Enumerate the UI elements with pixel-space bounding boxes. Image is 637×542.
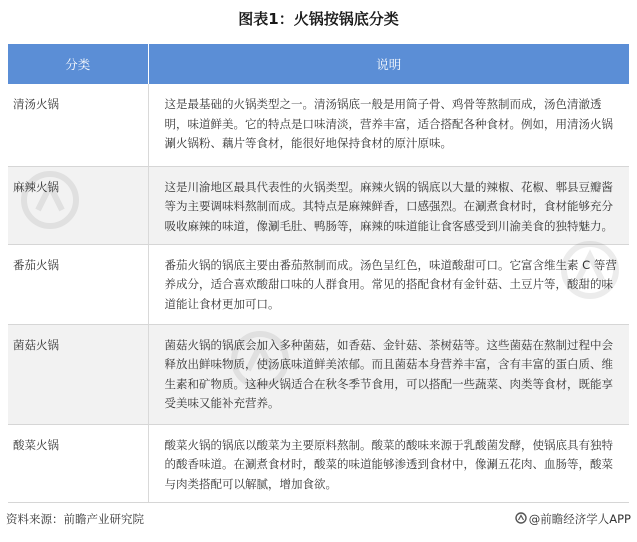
category-cell: 菌菇火锅	[8, 324, 148, 424]
category-cell: 酸菜火锅	[8, 424, 148, 502]
table-row	[8, 84, 629, 166]
qianzhan-logo-icon	[515, 512, 527, 524]
brand-credit-label: @前瞻经济学人APP	[528, 512, 631, 526]
category-cell: 番茄火锅	[8, 244, 148, 324]
table-row	[8, 244, 629, 324]
header-description: 说明	[148, 44, 629, 84]
source-note: 资料来源：前瞻产业研究院	[6, 512, 144, 526]
table-row	[8, 424, 629, 502]
table-row	[8, 166, 629, 244]
description-cell: 这是最基础的火锅类型之一。清汤锅底一般是用筒子骨、鸡骨等熬制而成，汤色清澈透明，味道鲜美。它的特点是口味清淡，营养丰富，适合搭配各种食材。例如，用清汤火锅涮火锅粉、藕片等食材，能很好地保持食材的原汁原味。	[148, 84, 629, 166]
hotpot-category-table	[8, 44, 629, 503]
table-row	[8, 324, 629, 424]
category-cell: 麻辣火锅	[8, 166, 148, 244]
description-cell: 番茄火锅的锅底主要由番茄熬制而成。汤色呈红色，味道酸甜可口。它富含维生素 C 等营养成分，适合喜欢酸甜口味的人群食用。常见的搭配食材有金针菇、土豆片等，酸甜的味道能让食材更加可口。	[148, 244, 629, 324]
table-header-row	[8, 44, 629, 84]
description-cell: 这是川渝地区最具代表性的火锅类型。麻辣火锅的锅底以大量的辣椒、花椒、郫县豆瓣酱等为主要调味料熬制而成。其特点是麻辣鲜香，口感强烈。在涮煮食材时，食材能够充分吸收麻辣的味道，像涮毛肚、鸭肠等，麻辣的味道能让食客感受到川渝美食的独特魅力。	[148, 166, 629, 244]
brand-credit	[515, 509, 631, 529]
description-cell: 菌菇火锅的锅底会加入多种菌菇，如香菇、金针菇、茶树菇等。这些菌菇在熬制过程中会释放出鲜味物质，使汤底味道鲜美浓郁。而且菌菇本身营养丰富，含有丰富的蛋白质、维生素和矿物质。这种火锅适合在秋冬季节食用，可以搭配一些蔬菜、肉类等食材，既能享受美味又能补充营养。	[148, 324, 629, 424]
category-cell: 清汤火锅	[8, 84, 148, 166]
header-category: 分类	[8, 44, 148, 84]
description-cell: 酸菜火锅的锅底以酸菜为主要原料熬制。酸菜的酸味来源于乳酸菌发酵，使锅底具有独特的酸香味道。在涮煮食材时，酸菜的味道能够渗透到食材中，像涮五花肉、血肠等，酸菜与肉类搭配可以解腻，增加食欲。	[148, 424, 629, 502]
chart-title: 图表1：火锅按锅底分类	[238, 10, 399, 28]
